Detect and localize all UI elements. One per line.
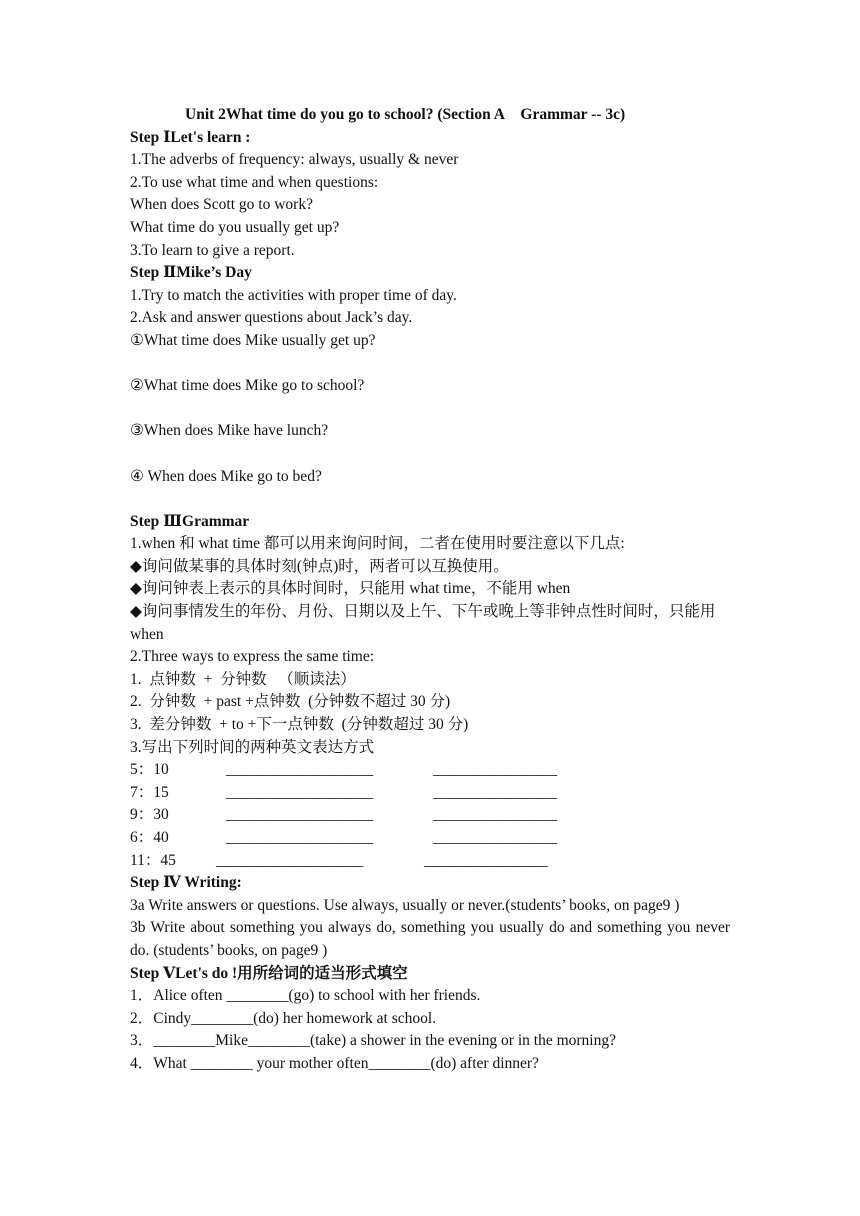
- grammar-line: 3.写出下列时间的两种英文表达方式: [130, 738, 375, 756]
- exercise-item: 2．Cindy________(do) her homework at school.: [130, 1009, 437, 1027]
- time-way: 2. 分钟数 + past +点钟数 (分钟数不超过 30 分): [130, 693, 451, 711]
- step2-line: 1.Try to match the activities with proper time of day.: [130, 286, 457, 304]
- time-label: 11：45: [130, 851, 176, 869]
- step5-heading: Step ⅤLet's do !用所给词的适当形式填空: [130, 964, 408, 982]
- step4-heading: Step Ⅳ Writing:: [130, 874, 242, 892]
- step1-line: What time do you usually get up?: [130, 218, 340, 236]
- step2-heading: Step ⅡMike’s Day: [130, 264, 252, 282]
- step2-question: ①What time does Mike usually get up?: [130, 331, 376, 349]
- exercise-item: 3．________Mike________(take) a shower in the evening or in the morning?: [130, 1032, 616, 1050]
- step2-question: ②What time does Mike go to school?: [130, 377, 365, 395]
- step1-line: 3.To learn to give a report.: [130, 241, 295, 259]
- answer-blank[interactable]: ________________: [433, 806, 557, 824]
- answer-space: [130, 488, 730, 511]
- writing-task-3b: 3b Write about something you always do, something you usually do and something you never do. (students’ books, on page9 ): [130, 919, 730, 959]
- step3-heading: Step ⅢGrammar: [130, 512, 250, 530]
- answer-blank[interactable]: ___________________: [226, 829, 374, 846]
- grammar-bullet: ◆询问钟表上表示的具体时间时，只能用 what time，不能用 when: [130, 580, 571, 598]
- exercise-item: 4．What ________ your mother often________(do) after dinner?: [130, 1054, 539, 1072]
- exercise-item: 1．Alice often ________(go) to school with her friends.: [130, 987, 481, 1005]
- writing-task-3a: 3a Write answers or questions. Use always, usually or never.(students’ books, on page9 ): [130, 896, 680, 914]
- grammar-bullet: ◆询问做某事的具体时刻(钟点)时，两者可以互换使用。: [130, 557, 509, 575]
- step1-line: 2.To use what time and when questions:: [130, 173, 379, 191]
- time-label: 9：30: [130, 806, 169, 824]
- answer-space: [130, 443, 730, 466]
- worksheet-page: [130, 104, 730, 1076]
- answer-blank[interactable]: ___________________: [216, 851, 364, 869]
- time-way: 1. 点钟数 + 分钟数 （顺读法）: [130, 670, 356, 688]
- answer-blank[interactable]: ________________: [424, 851, 548, 869]
- time-row: [130, 804, 730, 827]
- answer-blank[interactable]: ___________________: [226, 806, 374, 824]
- grammar-line: 1.when 和 what time 都可以用来询问时间，二者在使用时要注意以下几点:: [130, 535, 625, 553]
- grammar-line: 2.Three ways to express the same time:: [130, 648, 375, 666]
- step2-line: 2.Ask and answer questions about Jack’s day.: [130, 309, 413, 327]
- time-row: [130, 827, 730, 850]
- step1-heading: Step ⅠLet's learn :: [130, 128, 251, 146]
- step1-line: When does Scott go to work?: [130, 196, 313, 214]
- step2-question: ③When does Mike have lunch?: [130, 422, 329, 440]
- answer-blank[interactable]: ________________: [433, 783, 557, 801]
- time-way: 3. 差分钟数 + to +下一点钟数 (分钟数超过 30 分): [130, 716, 469, 734]
- time-label: 6：40: [130, 829, 169, 846]
- time-row: [130, 850, 730, 873]
- answer-blank[interactable]: ________________: [433, 829, 557, 846]
- answer-space: [130, 353, 730, 376]
- answer-blank[interactable]: ___________________: [226, 783, 374, 801]
- answer-blank[interactable]: ___________________: [226, 761, 374, 779]
- time-label: 5：10: [130, 761, 169, 779]
- step2-question: ④ When does Mike go to bed?: [130, 467, 322, 485]
- answer-blank[interactable]: ________________: [433, 761, 557, 779]
- time-row: [130, 782, 730, 805]
- time-label: 7：15: [130, 783, 169, 801]
- step1-line: 1.The adverbs of frequency: always, usually & never: [130, 151, 459, 169]
- answer-space: [130, 398, 730, 421]
- time-row: [130, 759, 730, 782]
- grammar-bullet: ◆询问事情发生的年份、月份、日期以及上午、下午或晚上等非钟点性时间时，只能用 when: [130, 603, 716, 643]
- page-title: Unit 2What time do you go to school? (Section A Grammar -- 3c): [185, 106, 626, 123]
